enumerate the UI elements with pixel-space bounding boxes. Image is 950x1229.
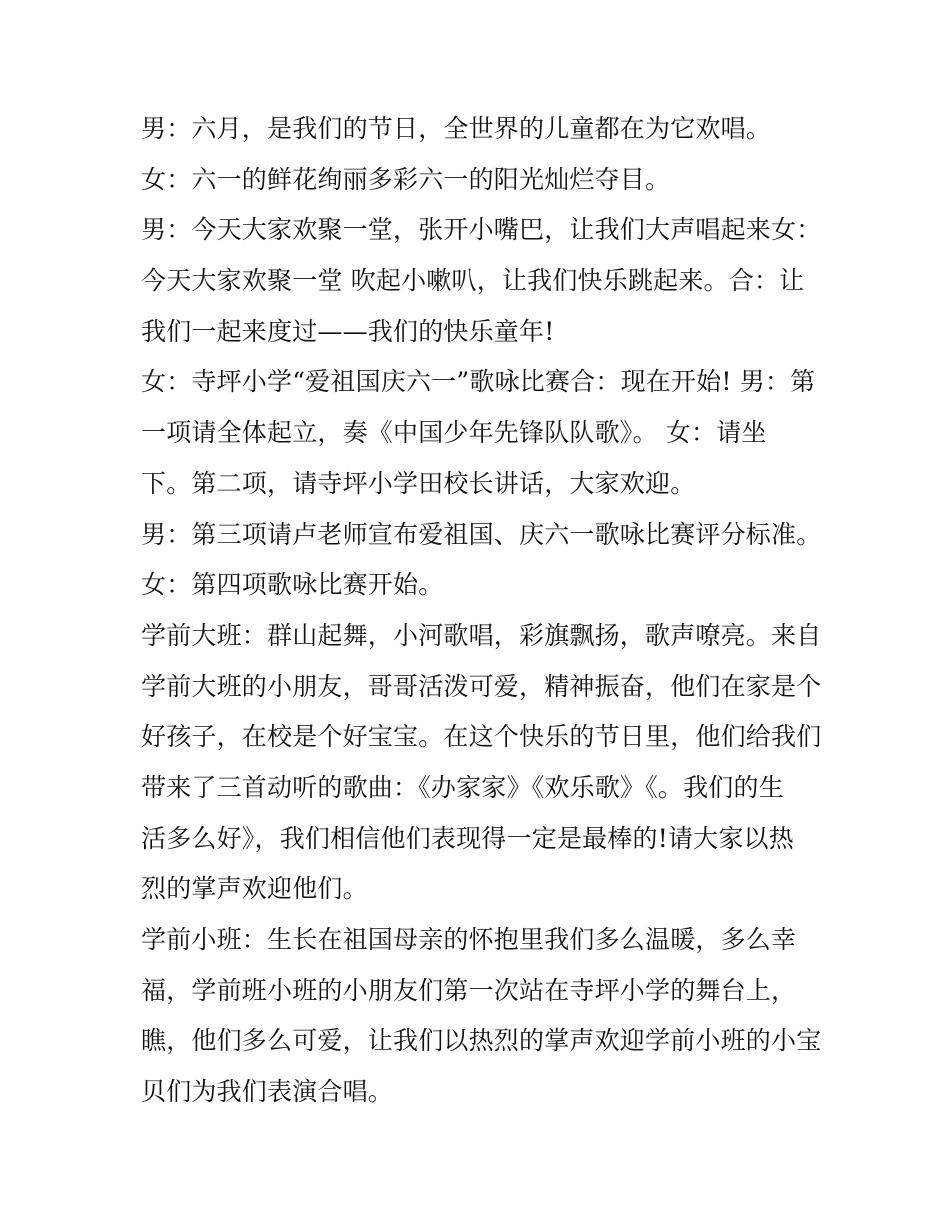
text-line: 女：第四项歌咏比赛开始。 bbox=[141, 570, 444, 600]
text-line: 我们一起来度过——我们的快乐童年! bbox=[141, 316, 555, 346]
text-line: 福，学前班小班的小朋友们第一次站在寺坪小学的舞台上， bbox=[141, 975, 797, 1005]
text-line: 好孩子，在校是个好宝宝。在这个快乐的节日里，他们给我们 bbox=[141, 722, 822, 752]
text-line: 学前大班的小朋友，哥哥活泼可爱，精神振奋，他们在家是个 bbox=[141, 671, 822, 701]
text-line: 男：六月，是我们的节日，全世界的儿童都在为它欢唱。 bbox=[141, 114, 772, 143]
text-line: 男：第三项请卢老师宣布爱祖国、庆六一歌咏比赛评分标准。 bbox=[141, 519, 822, 549]
text-line: 女：六一的鲜花绚丽多彩六一的阳光灿烂夺目。 bbox=[141, 164, 671, 194]
text-line: 今天大家欢聚一堂 吹起小嗽叭，让我们快乐跳起来。合：让 bbox=[141, 266, 805, 296]
text-line: 烈的掌声欢迎他们。 bbox=[141, 874, 368, 904]
text-line: 学前小班：生长在祖国母亲的怀抱里我们多么温暖，多么幸 bbox=[141, 925, 797, 954]
text-line: 男：今天大家欢聚一堂，张开小嘴巴，让我们大声唱起来女： bbox=[141, 215, 822, 245]
text-line: 学前大班：群山起舞，小河歌唱，彩旗飘扬，歌声嘹亮。来自 bbox=[141, 620, 822, 650]
text-line: 下。第二项，请寺坪小学田校长讲话，大家欢迎。 bbox=[141, 468, 696, 498]
document-body bbox=[141, 104, 831, 1118]
text-line: 活多么好》，我们相信他们表现得一定是最棒的!请大家以热 bbox=[141, 823, 794, 853]
text-line: 女：寺坪小学“爱祖国庆六一”歌咏比赛合：现在开始! 男：第 bbox=[141, 367, 816, 397]
text-line: 贝们为我们表演合唱。 bbox=[141, 1077, 394, 1107]
text-line: 一项请全体起立，奏《中国少年先锋队队歌》。 女：请坐 bbox=[141, 418, 767, 448]
text-line: 瞧，他们多么可爱，让我们以热烈的掌声欢迎学前小班的小宝 bbox=[141, 1026, 822, 1056]
text-line: 带来了三首动听的歌曲：《办家家》《欢乐歌》《。我们的生 bbox=[141, 772, 784, 802]
